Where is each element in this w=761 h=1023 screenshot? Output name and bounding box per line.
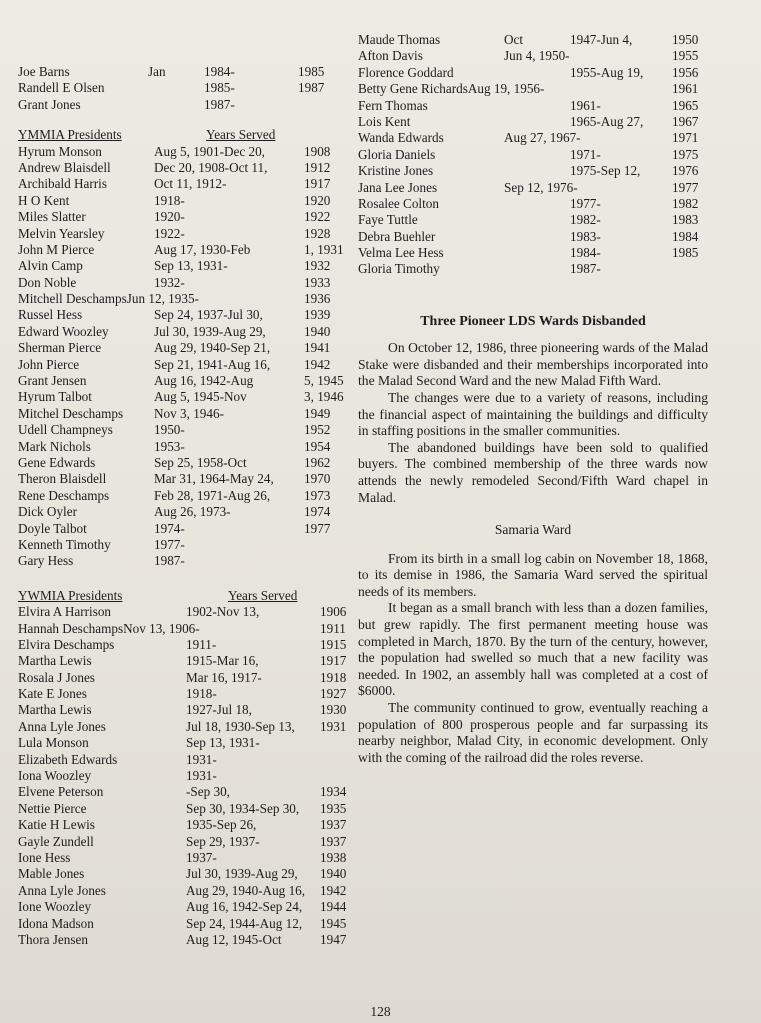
list-row: [358, 261, 708, 277]
article-heading: Three Pioneer LDS Wards Disbanded: [420, 313, 646, 329]
term-range: Aug 5, 1901-Dec 20,: [154, 143, 265, 159]
term-end: 1947: [320, 931, 347, 947]
list-row: [18, 242, 360, 258]
term-range: 1918-: [154, 192, 185, 208]
list-row: [18, 817, 360, 833]
term-range: 1915-Mar 16,: [186, 653, 259, 669]
samaria-paragraph: It began as a small branch with less than a dozen families, but grew rapidly. The first permanent meeting house was completed in March, 1870. By the turn of the century, however, the population had swelled so much that a new facility was needed. In 1902, an assembly hall was completed at a cost of $6000.: [358, 600, 708, 699]
list-row: [18, 406, 360, 422]
person-name: Don Noble: [18, 274, 77, 290]
term-end: 1940: [320, 866, 347, 882]
term-range: 1935-Sep 26,: [186, 817, 257, 833]
person-name: Anna Lyle Jones: [18, 882, 106, 898]
list-row: [18, 653, 360, 669]
list-row: [18, 932, 360, 948]
term-start: Jun 4, 1950-: [504, 48, 570, 64]
list-row: [18, 144, 360, 160]
article-body: [358, 340, 708, 506]
list-row: [18, 488, 360, 504]
list-row: [18, 455, 360, 471]
term-range: 1927-Jul 18,: [186, 702, 252, 718]
ywmia-title: YWMIA Presidents: [18, 587, 123, 603]
term-range: 1971-: [570, 146, 601, 162]
list-row: [18, 537, 360, 553]
term-end: 1939: [304, 307, 331, 323]
person-name: Elizabeth Edwards: [18, 751, 118, 767]
bishops-list: [18, 64, 360, 113]
person-name: Betty Gene RichardsAug 19, 1956-: [358, 81, 545, 97]
term-range: Sep 25, 1958-Oct: [154, 454, 247, 470]
term-range: 1918-: [186, 686, 217, 702]
person-name: Sherman Pierce: [18, 340, 102, 356]
person-name: Joe Barns: [18, 64, 70, 79]
term-range: Feb 28, 1971-Aug 26,: [154, 487, 271, 503]
term-end: 1952: [304, 422, 331, 438]
term-range: Aug 16, 1942-Sep 24,: [186, 899, 303, 915]
term-range: Dec 20, 1908-Oct 11,: [154, 159, 268, 175]
list-row: [18, 357, 360, 373]
term-end: 1970: [304, 471, 331, 487]
person-name: Jana Lee Jones: [358, 179, 438, 195]
term-end: 1954: [304, 438, 331, 454]
term-end: 1962: [304, 454, 331, 470]
list-row: [18, 768, 360, 784]
person-name: Mark Nichols: [18, 438, 91, 454]
term-end: 1937: [320, 817, 347, 833]
person-name: Melvin Yearsley: [18, 225, 105, 241]
term-end: 1933: [304, 274, 331, 290]
person-name: Alvin Camp: [18, 258, 83, 274]
term-start: Oct: [504, 32, 524, 47]
term-end: 1941: [304, 340, 331, 356]
term-end: 1936: [304, 291, 331, 307]
term-range: 1987-: [570, 261, 601, 277]
term-end: 1942: [304, 356, 331, 372]
ymmia-title: YMMIA Presidents: [18, 127, 122, 143]
person-name: Nettie Pierce: [18, 800, 87, 816]
person-name: Lula Monson: [18, 735, 89, 751]
list-row: [18, 258, 360, 274]
person-name: Ione Hess: [18, 849, 71, 865]
person-name: Idona Madson: [18, 915, 94, 931]
person-name: Randell E Olsen: [18, 80, 105, 96]
term-end: 1, 1931: [304, 241, 344, 257]
term-range: 1965-Aug 27,: [570, 113, 644, 129]
person-name: Afton Davis: [358, 48, 423, 64]
person-name: H O Kent: [18, 192, 70, 208]
list-row: [358, 98, 708, 114]
person-name: Iona Woozley: [18, 768, 92, 784]
person-name: Hyrum Talbot: [18, 389, 92, 405]
list-row: [18, 160, 360, 176]
person-name: Rene Deschamps: [18, 487, 110, 503]
term-range: Aug 5, 1945-Nov: [154, 389, 247, 405]
person-name: Gloria Daniels: [358, 146, 436, 162]
term-end: 1985: [298, 64, 325, 79]
term-end: 1906: [320, 604, 347, 620]
term-end: 1950: [672, 32, 699, 47]
article-subheading: Samaria Ward: [494, 522, 572, 538]
person-name: Elvene Peterson: [18, 784, 104, 800]
person-name: Gloria Timothy: [358, 261, 440, 277]
term-range: 1977-: [570, 195, 601, 211]
term-end: 1965: [672, 97, 699, 113]
person-name: Kenneth Timothy: [18, 536, 111, 552]
list-row: [18, 340, 360, 356]
person-name: Kristine Jones: [358, 163, 434, 179]
term-end: 1956: [672, 64, 699, 80]
list-row: [358, 114, 708, 130]
person-name: Andrew Blaisdell: [18, 159, 111, 175]
person-name: Hyrum Monson: [18, 143, 102, 159]
term-range: 1922-: [154, 225, 185, 241]
term-end: 1976: [672, 163, 699, 179]
term-range: 1932-: [154, 274, 185, 290]
person-name: Hannah DeschampsNov 13, 1906-: [18, 620, 200, 636]
person-name: Gene Edwards: [18, 454, 96, 470]
samaria-paragraph: The community continued to grow, eventually reaching a population of 800 prosperous people and far surpassing its nearby neighbor, Malad City, in economic development. Only with the coming of the railroad did the roles reverse.: [358, 699, 708, 765]
term-start: 1987-: [204, 96, 235, 112]
person-name: Fern Thomas: [358, 97, 428, 113]
list-row: [18, 324, 360, 340]
term-end: 1977: [304, 520, 331, 536]
term-end: 1942: [320, 882, 347, 898]
ywmia-years-label: Years Served: [228, 587, 298, 603]
term-range: 1983-: [570, 228, 601, 244]
term-end: 1945: [320, 915, 347, 931]
term-range: Aug 29, 1940-Aug 16,: [186, 882, 306, 898]
term-end: 1930: [320, 702, 347, 718]
person-name: Edward Woozley: [18, 323, 109, 339]
person-name: Doyle Talbot: [18, 520, 87, 536]
term-end: 1977: [672, 179, 699, 195]
ymmia-header: [18, 127, 360, 143]
list-row: [358, 81, 708, 97]
term-range: Sep 30, 1934-Sep 30,: [186, 800, 300, 816]
person-name: Thora Jensen: [18, 931, 88, 947]
article-paragraph: On October 12, 1986, three pioneering wards of the Malad Stake were disbanded and their memberships incorporated into the Malad Second Ward and the new Malad Fifth Ward.: [358, 340, 708, 389]
person-name: Mable Jones: [18, 866, 85, 882]
term-start: 1985-: [204, 80, 235, 96]
list-row: [358, 65, 708, 81]
term-range: Oct 11, 1912-: [154, 176, 227, 192]
list-row: [18, 209, 360, 225]
list-row: [18, 193, 360, 209]
person-name: Theron Blaisdell: [18, 471, 107, 487]
term-start: Aug 27, 1967-: [504, 130, 581, 146]
list-row: [18, 471, 360, 487]
person-name: Anna Lyle Jones: [18, 718, 106, 734]
list-row: [18, 850, 360, 866]
term-range: 1911-: [186, 636, 217, 652]
article-paragraph: The abandoned buildings have been sold to qualified buyers. The combined membership of the three wards now attends the newly remodeled Second/Fifth Ward chapel in Malad.: [358, 439, 708, 505]
term-end: 1949: [304, 405, 331, 421]
term-end: 1912: [304, 159, 331, 175]
person-name: Miles Slatter: [18, 209, 86, 225]
term-end: 1938: [320, 849, 347, 865]
term-range: 1947-Jun 4,: [570, 32, 633, 47]
term-range: 1931-: [186, 751, 217, 767]
term-end: 1932: [304, 258, 331, 274]
term-range: Aug 12, 1945-Oct: [186, 931, 282, 947]
term-end: 1944: [320, 899, 347, 915]
term-range: 1982-: [570, 212, 601, 228]
term-range: 1931-: [186, 768, 217, 784]
person-name: Archibald Harris: [18, 176, 107, 192]
list-row: [18, 521, 360, 537]
term-end: 1987: [298, 80, 325, 96]
list-row: [18, 604, 360, 620]
list-row: [18, 916, 360, 932]
term-range: 1974-: [154, 520, 185, 536]
term-end: 1985: [672, 245, 699, 261]
list-row: [18, 504, 360, 520]
person-name: Rosalee Colton: [358, 195, 439, 211]
term-range: 1955-Aug 19,: [570, 64, 644, 80]
term-start: 1984-: [204, 64, 235, 79]
person-name: John Pierce: [18, 356, 80, 372]
person-name: Mitchel Deschamps: [18, 405, 124, 421]
samaria-ward-body: [358, 551, 708, 767]
term-range: Sep 13, 1931-: [186, 735, 260, 751]
list-row: [18, 275, 360, 291]
term-end: 1940: [304, 323, 331, 339]
list-row: [18, 80, 360, 96]
person-name: Florence Goddard: [358, 64, 454, 80]
term-range: 1953-: [154, 438, 185, 454]
list-row: [358, 229, 708, 245]
list-row: [18, 64, 360, 80]
list-row: [358, 130, 708, 146]
term-end: 1971: [672, 130, 699, 146]
term-end: 1982: [672, 195, 699, 211]
person-name: Ione Woozley: [18, 899, 92, 915]
term-end: 1922: [304, 209, 331, 225]
term-range: 1920-: [154, 209, 185, 225]
person-name: Rosala J Jones: [18, 669, 95, 685]
person-name: Velma Lee Hess: [358, 245, 444, 261]
list-row: [18, 883, 360, 899]
term-range: Sep 24, 1937-Jul 30,: [154, 307, 263, 323]
list-row: [18, 752, 360, 768]
person-name: Gary Hess: [18, 553, 74, 569]
person-name: Mitchell DeschampsJun 12, 1935-: [18, 291, 199, 307]
person-name: Debra Buehler: [358, 228, 436, 244]
person-name: John M Pierce: [18, 241, 95, 257]
person-name: Kate E Jones: [18, 686, 87, 702]
term-range: Mar 31, 1964-May 24,: [154, 471, 274, 487]
term-range: 1975-Sep 12,: [570, 163, 641, 179]
list-row: [358, 147, 708, 163]
person-name: Martha Lewis: [18, 653, 92, 669]
term-end: 5, 1945: [304, 373, 344, 389]
term-range: 1987-: [154, 553, 185, 569]
person-name: Grant Jones: [18, 96, 81, 112]
term-range: 1984-: [570, 245, 601, 261]
term-range: 1950-: [154, 422, 185, 438]
person-name: Elvira A Harrison: [18, 604, 112, 620]
person-name: Maude Thomas: [358, 32, 441, 47]
term-end: 1920: [304, 192, 331, 208]
term-end: 1934: [320, 784, 347, 800]
list-row: [18, 702, 360, 718]
page-number: 128: [370, 1004, 391, 1019]
term-end: 1975: [672, 146, 699, 162]
term-end: 1937: [320, 833, 347, 849]
list-row: [18, 637, 360, 653]
list-row: [358, 212, 708, 228]
start-month: Jan: [148, 64, 166, 79]
person-name: Lois Kent: [358, 113, 411, 129]
list-row: [18, 735, 360, 751]
list-row: [18, 373, 360, 389]
list-row: [18, 422, 360, 438]
right-column: [358, 32, 708, 766]
term-end: 1911: [320, 620, 346, 636]
person-name: Elvira Deschamps: [18, 636, 115, 652]
term-range: Aug 29, 1940-Sep 21,: [154, 340, 271, 356]
list-row: [18, 439, 360, 455]
term-end: 1928: [304, 225, 331, 241]
term-range: 1937-: [186, 849, 217, 865]
ywmia-list-continued: [358, 32, 708, 278]
list-row: [18, 784, 360, 800]
list-row: [18, 226, 360, 242]
list-row: [18, 97, 360, 113]
term-range: Aug 17, 1930-Feb: [154, 241, 251, 257]
person-name: Martha Lewis: [18, 702, 92, 718]
term-end: 1955: [672, 48, 699, 64]
list-row: [18, 719, 360, 735]
term-range: Jul 30, 1939-Aug 29,: [186, 866, 298, 882]
person-name: Wanda Edwards: [358, 130, 444, 146]
list-row: [358, 180, 708, 196]
term-range: Sep 24, 1944-Aug 12,: [186, 915, 303, 931]
list-row: [18, 686, 360, 702]
list-row: [18, 866, 360, 882]
term-range: Aug 26, 1973-: [154, 504, 231, 520]
term-end: 1983: [672, 212, 699, 228]
term-end: 1967: [672, 113, 699, 129]
term-range: Nov 3, 1946-: [154, 405, 224, 421]
list-row: [358, 245, 708, 261]
term-end: 1974: [304, 504, 331, 520]
left-column: [18, 64, 360, 948]
term-range: Jul 18, 1930-Sep 13,: [186, 718, 295, 734]
list-row: [358, 196, 708, 212]
list-row: [358, 32, 708, 48]
term-range: 1977-: [154, 536, 185, 552]
samaria-paragraph: From its birth in a small log cabin on November 18, 1868, to its demise in 1986, the Samaria Ward served the spiritual needs of its members.: [358, 550, 708, 599]
term-range: Aug 16, 1942-Aug: [154, 373, 254, 389]
list-row: [358, 163, 708, 179]
term-end: 1908: [304, 143, 331, 159]
term-end: 1917: [320, 653, 347, 669]
person-name: Faye Tuttle: [358, 212, 418, 228]
list-row: [18, 389, 360, 405]
term-range: Sep 21, 1941-Aug 16,: [154, 356, 271, 372]
ymmia-years-label: Years Served: [206, 127, 276, 143]
term-range: Mar 16, 1917-: [186, 669, 262, 685]
term-end: 3, 1946: [304, 389, 344, 405]
term-end: 1935: [320, 800, 347, 816]
term-range: -Sep 30,: [186, 784, 230, 800]
list-row: [18, 553, 360, 569]
term-end: 1918: [320, 669, 347, 685]
person-name: Russel Hess: [18, 307, 83, 323]
term-range: Sep 13, 1931-: [154, 258, 228, 274]
list-row: [18, 176, 360, 192]
term-end: 1927: [320, 686, 347, 702]
person-name: Udell Champneys: [18, 422, 113, 438]
list-row: [18, 291, 360, 307]
term-start: Sep 12, 1976-: [504, 179, 578, 195]
person-name: Dick Oyler: [18, 504, 77, 520]
list-row: [18, 899, 360, 915]
term-end: 1973: [304, 487, 331, 503]
ywmia-list: [18, 604, 360, 948]
term-end: 1915: [320, 636, 347, 652]
term-range: Sep 29, 1937-: [186, 833, 260, 849]
ywmia-header: [18, 588, 360, 604]
term-end: 1961: [672, 81, 699, 97]
person-name: Gayle Zundell: [18, 833, 94, 849]
list-row: [18, 801, 360, 817]
term-range: Jul 30, 1939-Aug 29,: [154, 323, 266, 339]
term-range: 1902-Nov 13,: [186, 604, 260, 620]
ymmia-list: [18, 144, 360, 570]
article-paragraph: The changes were due to a variety of reasons, including the financial aspect of maintaining the buildings and difficulty in staffing positions in the smaller communities.: [358, 390, 708, 439]
term-end: 1931: [320, 718, 347, 734]
list-row: [18, 621, 360, 637]
list-row: [18, 670, 360, 686]
list-row: [18, 834, 360, 850]
term-end: 1984: [672, 228, 699, 244]
term-range: 1961-: [570, 97, 601, 113]
person-name: Grant Jensen: [18, 373, 87, 389]
term-end: 1917: [304, 176, 331, 192]
list-row: [358, 48, 708, 64]
person-name: Katie H Lewis: [18, 817, 95, 833]
list-row: [18, 307, 360, 323]
